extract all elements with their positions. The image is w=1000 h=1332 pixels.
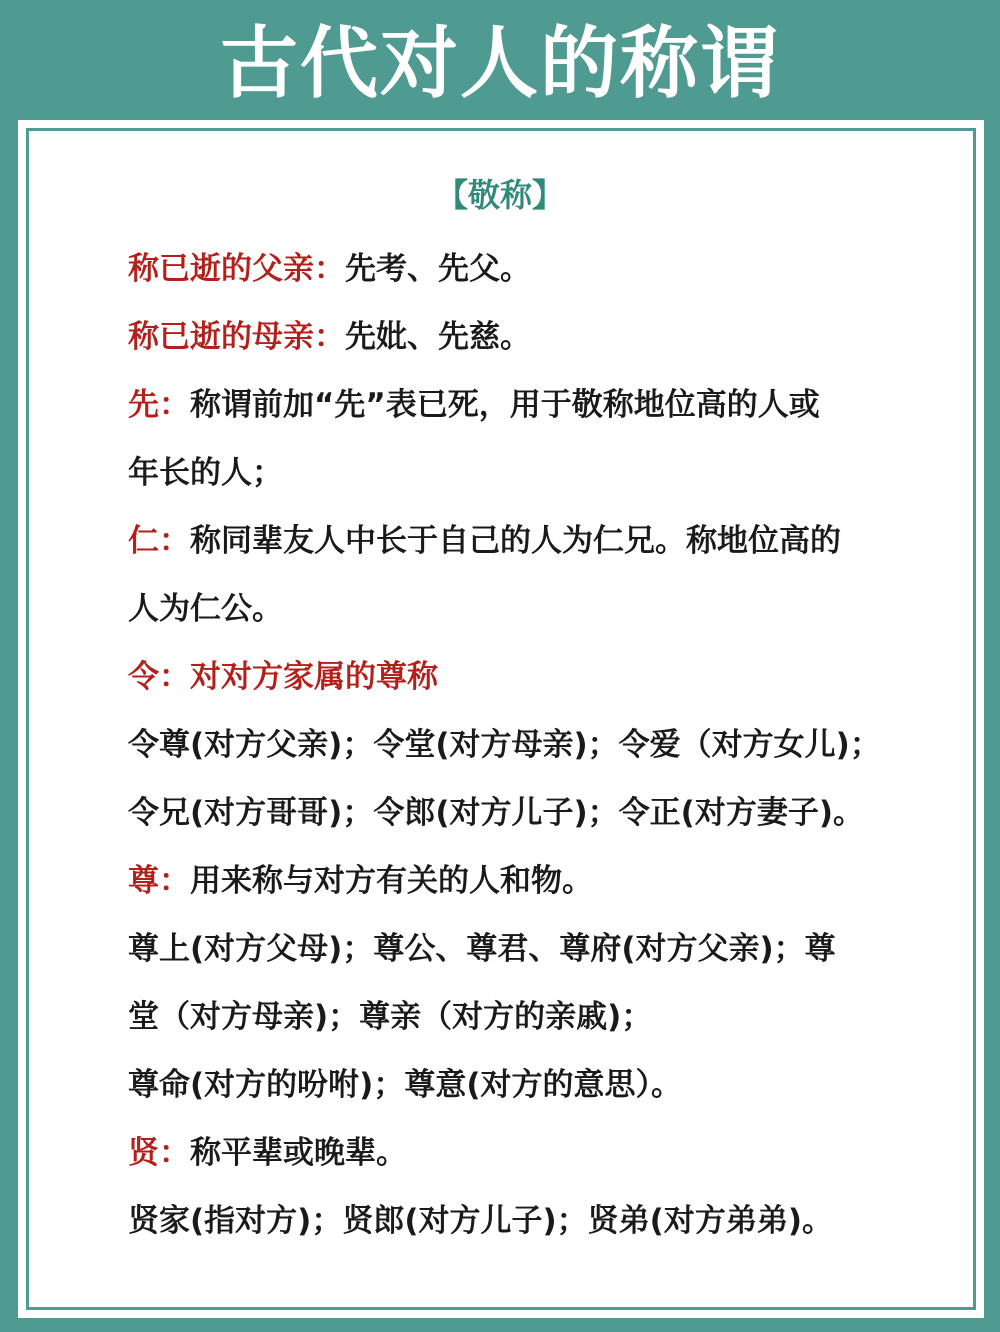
- text-line-1: [128, 244, 928, 294]
- text-line-15: [128, 1196, 928, 1246]
- text-line-13: [128, 1060, 928, 1110]
- line-text: 尊命(对方的吩咐)；尊意(对方的意思）。: [128, 1067, 683, 1103]
- text-line-3: [128, 380, 928, 430]
- text-line-11: [128, 924, 928, 974]
- text-line-10: [128, 856, 928, 906]
- text-line-12: [128, 992, 928, 1042]
- line-label: 先：: [128, 387, 190, 423]
- text-line-4: [128, 448, 928, 498]
- line-label: 称已逝的母亲：: [128, 319, 345, 355]
- text-line-2: [128, 312, 928, 362]
- line-label: 尊：: [128, 863, 190, 899]
- line-text: 贤家(指对方)；贤郎(对方儿子)；贤弟(对方弟弟)。: [128, 1203, 834, 1239]
- page-title: 古代对人的称谓: [219, 19, 780, 109]
- text-line-14: [128, 1128, 928, 1178]
- line-label: 贤：: [128, 1135, 190, 1171]
- line-text: 人为仁公。: [128, 591, 283, 627]
- line-text: 年长的人；: [128, 455, 283, 491]
- line-text: 令兄(对方哥哥)；令郎(对方儿子)；令正(对方妻子)。: [128, 795, 865, 831]
- text-line-6: [128, 584, 928, 634]
- line-text: 令尊(对方父亲)；令堂(对方母亲)；令爱（对方女儿)；: [128, 727, 881, 763]
- line-label: 称已逝的父亲：: [128, 251, 345, 287]
- line-text: 用来称与对方有关的人和物。: [190, 863, 593, 899]
- line-text: 先考、先父。: [345, 251, 531, 287]
- line-label: 令：对对方家属的尊称: [128, 659, 438, 695]
- text-line-5: [128, 516, 928, 566]
- line-text: 称谓前加“先”表已死，用于敬称地位高的人或: [190, 387, 820, 423]
- text-line-9: [128, 788, 928, 838]
- text-line-8: [128, 720, 928, 770]
- text-line-7: [128, 652, 928, 702]
- line-text: 称平辈或晚辈。: [190, 1135, 407, 1171]
- section-heading: 【敬称】: [435, 176, 564, 214]
- line-text: 先妣、先慈。: [345, 319, 531, 355]
- line-text: 堂（对方母亲)；尊亲（对方的亲戚)；: [128, 999, 653, 1035]
- line-text: 称同辈友人中长于自己的人为仁兄。称地位高的: [190, 523, 841, 559]
- line-label: 仁：: [128, 523, 190, 559]
- line-text: 尊上(对方父母)；尊公、尊君、尊府(对方父亲)；尊: [128, 931, 836, 967]
